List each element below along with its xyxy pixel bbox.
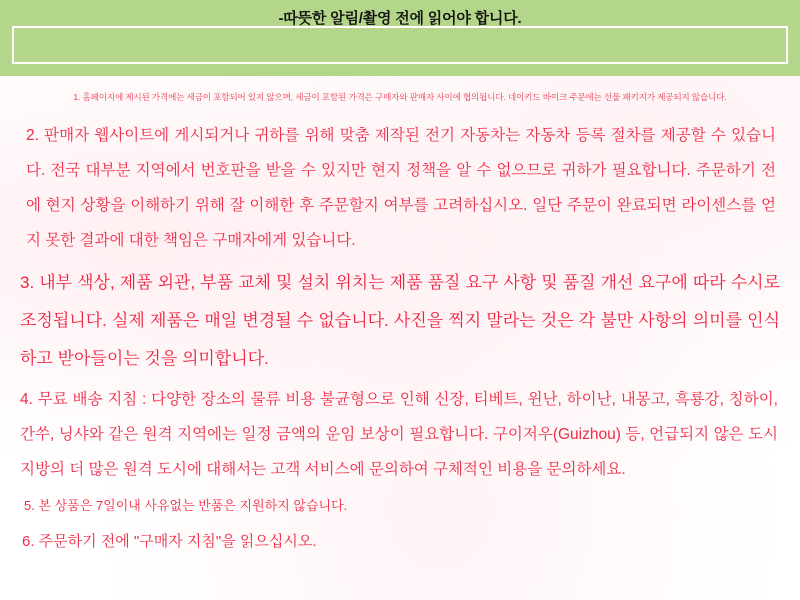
banner-empty-box [12, 26, 788, 64]
notice-item-4: 4. 무료 배송 지침 : 다양한 장소의 물류 비용 불균형으로 인해 신장, 티베트, 윈난, 하이난, 내몽고, 흑룡강, 칭하이, 간쑤, 닝샤와 같은 원격 지역에는 일정 금액의 운임 보상이 필요합니다. 구이저우(Guizhou) 등, 언급되지 않은 도시 지방의 더 많은 원격 도시에 대해서는 고객 서비스에 문의하여 구체적인 비용을 문의하세요. [20, 391, 778, 478]
notice-item-3: 3. 내부 색상, 제품 외관, 부품 교체 및 설치 위치는 제품 품질 요구 사항 및 품질 개선 요구에 따라 수시로 조정됩니다. 실제 제품은 매일 변경될 수 없습니다. 사진을 찍지 말라는 것은 각 불만 사항의 의미를 인식하고 받아들이는 것을 의미합니다. [20, 273, 780, 368]
banner-title: -따뜻한 알림/촬영 전에 읽어야 합니다. [278, 10, 522, 27]
notice-item-1: 1. 홈페이지에 제시된 가격에는 세금이 포함되어 있지 않으며, 세금이 포함된 가격은 구매자와 판매자 사이에 협의됩니다. 네이키드 바이크 주문에는 선물 패키지가 제공되지 않습니다. [73, 92, 727, 102]
notice-item-6: 6. 주문하기 전에 "구매자 지침"을 읽으십시오. [22, 533, 317, 550]
notice-item-2: 2. 판매자 웹사이트에 게시되거나 귀하를 위해 맞춤 제작된 전기 자동차는 자동차 등록 절차를 제공할 수 있습니다. 전국 대부분 지역에서 번호판을 받을 수 있지만 현지 정책을 알 수 없으므로 귀하가 필요합니다. 주문하기 전에 현지 상황을 이해하기 위해 잘 이해한 후 주문할지 여부를 고려하십시오. 일단 주문이 완료되면 라이센스를 얻지 못한 결과에 대한 책임은 구매자에게 있습니다. [26, 127, 776, 249]
warm-notice-banner [0, 0, 800, 76]
notice-item-5: 5. 본 상품은 7일이내 사유없는 반품은 지원하지 않습니다. [24, 498, 348, 513]
notice-list [0, 76, 800, 600]
